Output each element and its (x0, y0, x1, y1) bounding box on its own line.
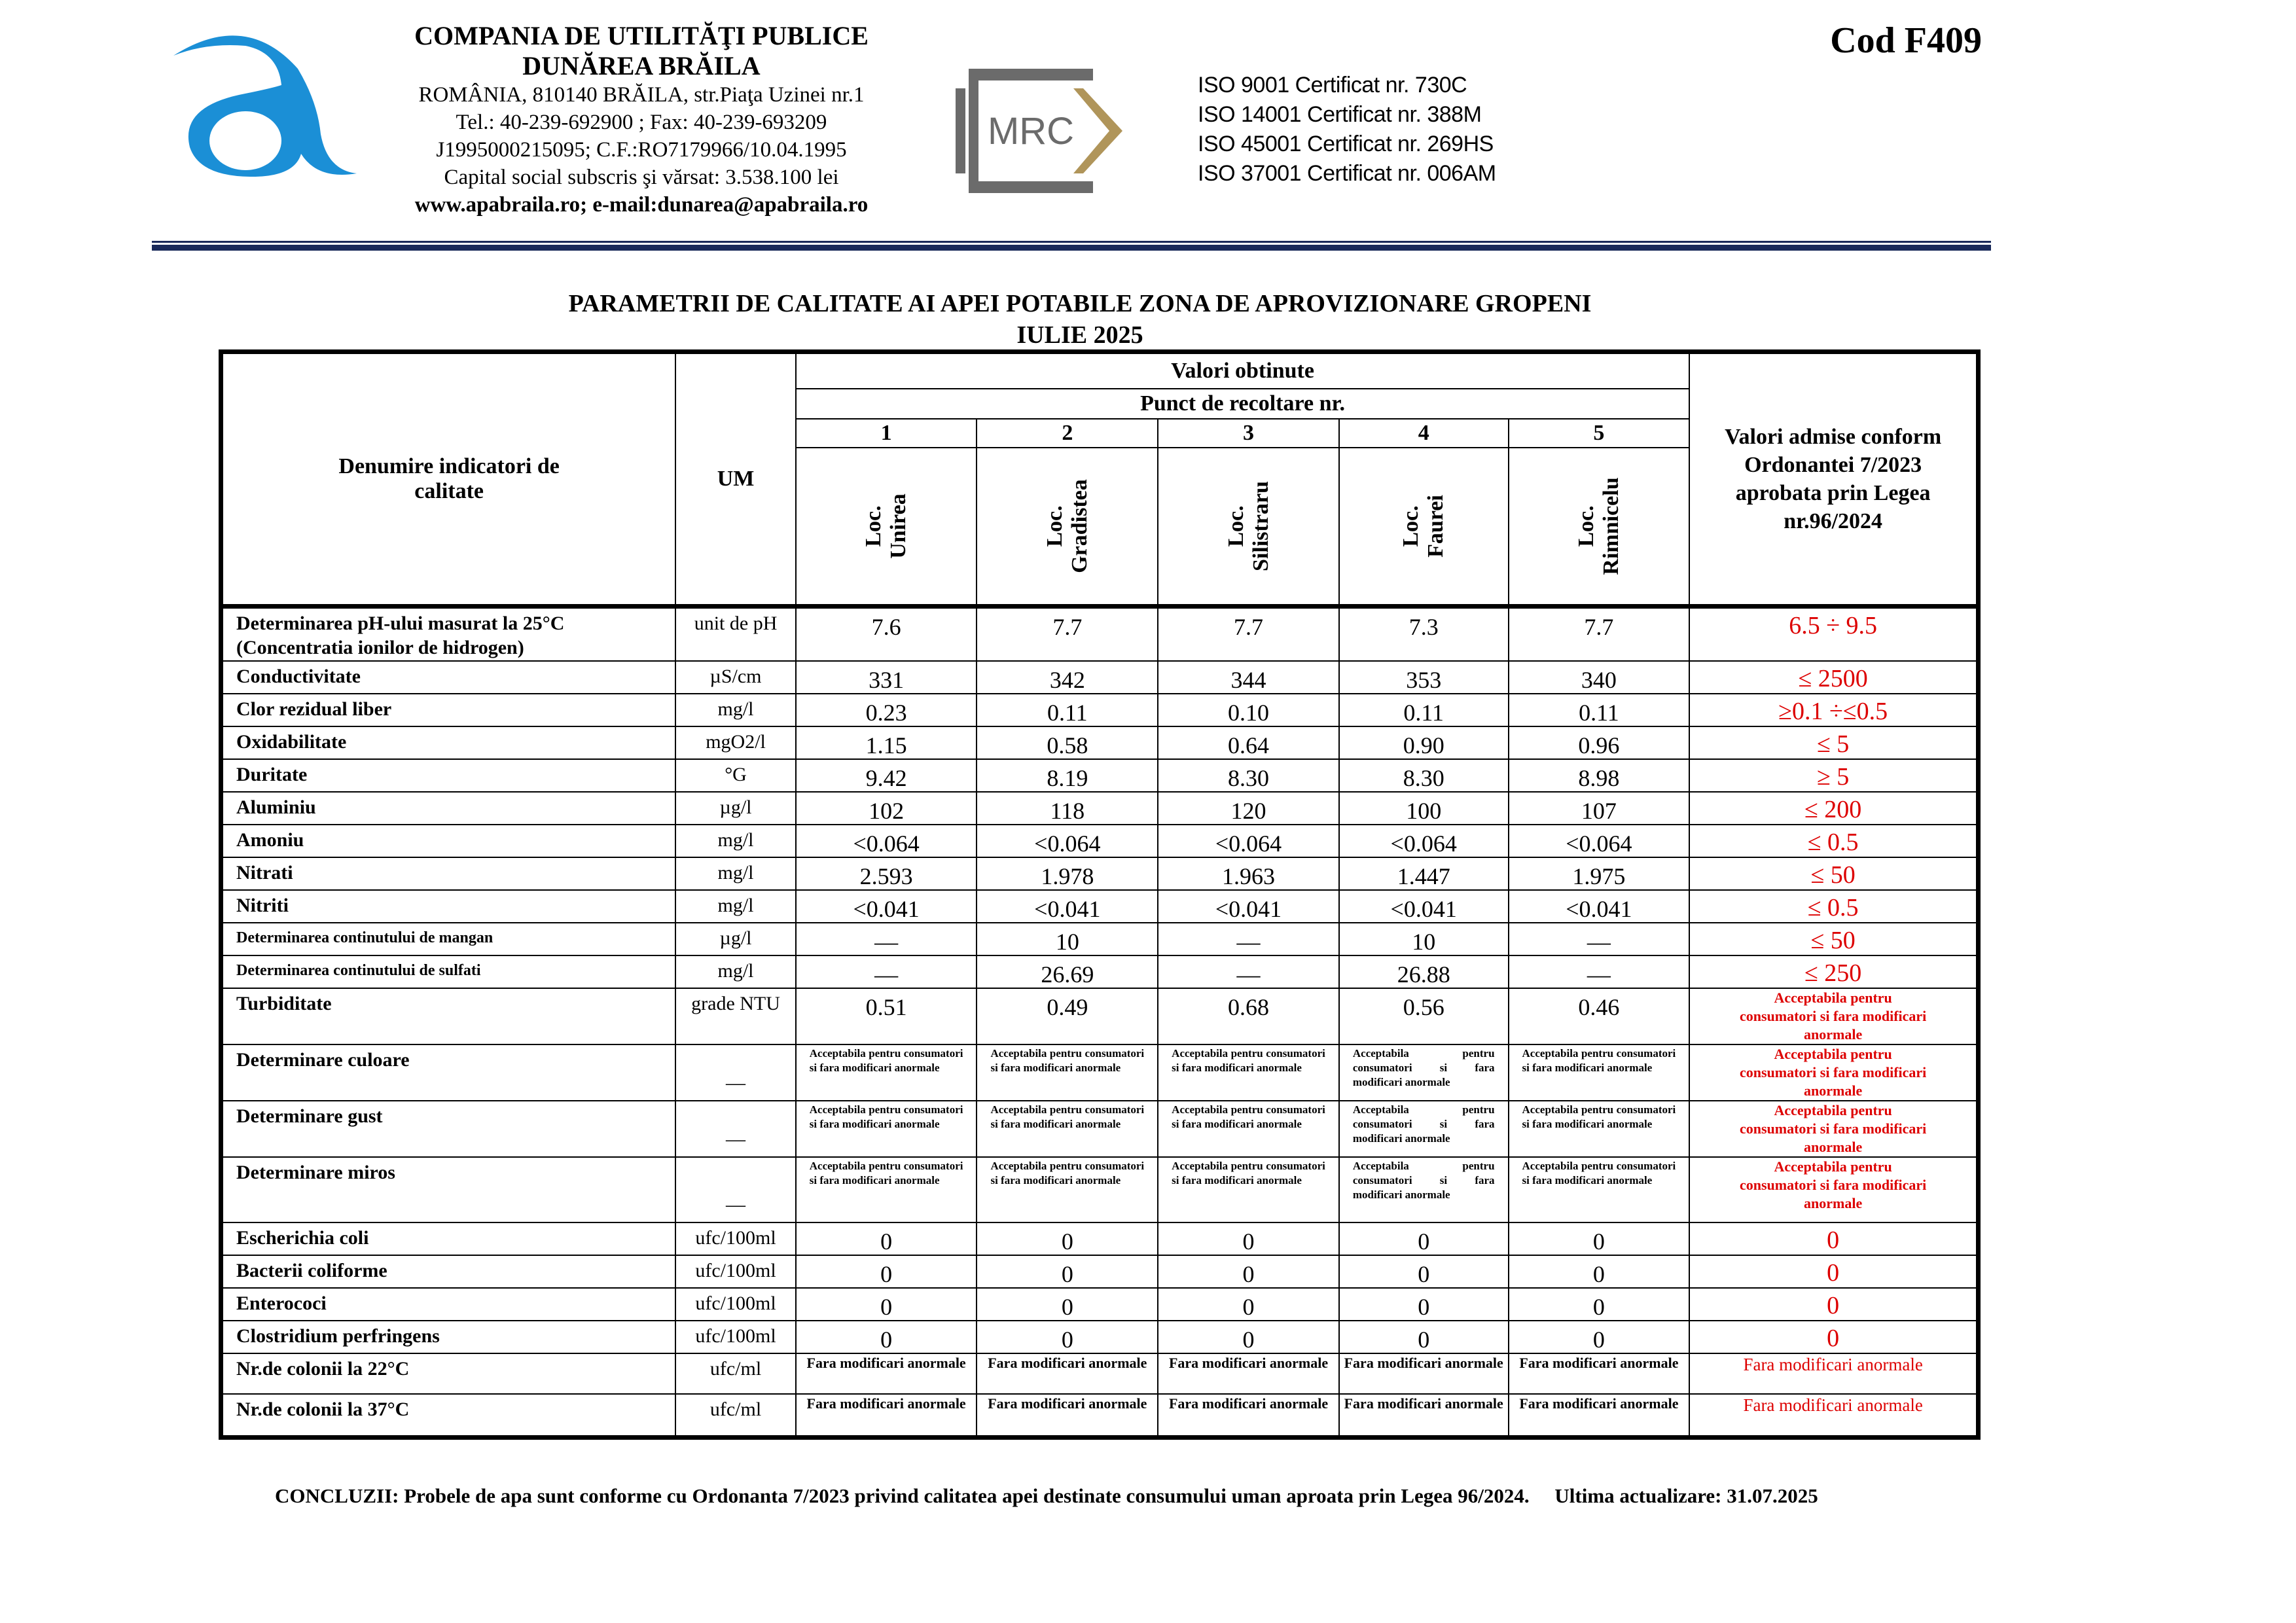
unit: ufc/ml (675, 1353, 795, 1394)
value-cell: 1.978 (977, 857, 1158, 890)
unit: °G (675, 759, 795, 792)
admitted-value: Acceptabila pentru consumatori si fara modificari anormale (1689, 1044, 1978, 1101)
value-cell: 0 (1339, 1255, 1509, 1288)
qualitative-cell: Acceptabila pentru consumatori si fara modificari anormale (1509, 1157, 1690, 1222)
qualitative-cell: Acceptabila pentru consumatori si fara modificari anormale (977, 1157, 1158, 1222)
company-info (367, 21, 916, 219)
qualitative-cell: Acceptabila pentru consumatori si fara modificari anormale (1158, 1101, 1339, 1157)
value-cell: 0.23 (796, 694, 977, 726)
indicator-name: Conductivitate (221, 661, 676, 694)
admitted-value: Acceptabila pentru consumatori si fara modificari anormale (1689, 1101, 1978, 1157)
indicator-name: Determinare culoare (221, 1044, 676, 1101)
table-row (221, 1101, 1979, 1157)
table-row (221, 923, 1979, 955)
table-row (221, 1288, 1979, 1321)
loc-name: Faurei (1424, 494, 1448, 558)
indicator-name: Determinarea continutului de mangan (221, 923, 676, 955)
admitted-value: ≤ 0.5 (1689, 890, 1978, 923)
iso-certificates (1198, 71, 1496, 188)
fm-cell: Fara modificari anormale (1158, 1394, 1339, 1437)
admitted-value: 0 (1689, 1222, 1978, 1255)
value-cell: 0 (1158, 1222, 1339, 1255)
loc-name: Rimnicelu (1598, 476, 1623, 575)
value-cell: 0 (1158, 1288, 1339, 1321)
value-cell: 0.96 (1509, 726, 1690, 759)
table-row (221, 1222, 1979, 1255)
indicator-name: Nitriti (221, 890, 676, 923)
table-row (221, 792, 1979, 825)
qualitative-cell: Acceptabila pentru consumatori si fara modificari anormale (977, 1044, 1158, 1101)
value-cell: 0 (1339, 1222, 1509, 1255)
value-cell: 0 (1339, 1321, 1509, 1353)
value-cell: 0.90 (1339, 726, 1509, 759)
header-point: Punct de recoltare nr. (796, 389, 1690, 419)
value-cell: 342 (977, 661, 1158, 694)
value-cell: — (796, 955, 977, 988)
table-row (221, 1394, 1979, 1437)
loc-prefix: Loc. (861, 505, 886, 547)
unit: mg/l (675, 825, 795, 857)
indicator-name: Escherichia coli (221, 1222, 676, 1255)
value-cell: 26.88 (1339, 955, 1509, 988)
unit: — (675, 1101, 795, 1157)
fm-cell: Fara modificari anormale (1509, 1353, 1690, 1394)
admitted-value: ≤ 5 (1689, 726, 1978, 759)
indicator-name: Enterococi (221, 1288, 676, 1321)
value-cell: 7.3 (1339, 606, 1509, 661)
value-cell: 0.10 (1158, 694, 1339, 726)
loc-prefix: Loc. (1223, 505, 1248, 547)
value-cell: — (1509, 923, 1690, 955)
value-cell: 0.49 (977, 988, 1158, 1044)
indicator-name: Nitrati (221, 857, 676, 890)
unit: mg/l (675, 694, 795, 726)
admitted-value: Acceptabila pentru consumatori si fara modificari anormale (1689, 1157, 1978, 1222)
value-cell: 0.58 (977, 726, 1158, 759)
admitted-value: ≤ 2500 (1689, 661, 1978, 694)
company-web[interactable]: www.apabraila.ro; e-mail:dunarea@apabraila.ro (414, 193, 869, 217)
unit: ufc/100ml (675, 1321, 795, 1353)
header-values: Valori obtinute (796, 352, 1690, 389)
value-cell: 331 (796, 661, 977, 694)
table-row (221, 857, 1979, 890)
fm-cell: Fara modificari anormale (796, 1394, 977, 1437)
point-number: 2 (977, 419, 1158, 448)
iso-line: ISO 45001 Certificat nr. 269HS (1198, 132, 1494, 156)
header-rule (152, 241, 1991, 243)
value-cell: 8.30 (1339, 759, 1509, 792)
value-cell: 100 (1339, 792, 1509, 825)
title-line-2: IULIE 2025 (1016, 321, 1143, 349)
value-cell: 2.593 (796, 857, 977, 890)
indicator-name: Determinarea pH-ului masurat la 25°C (Concentratia ionilor de hidrogen) (221, 606, 676, 661)
company-address: ROMÂNIA, 810140 BRĂILA, str.Piaţa Uzinei nr.1 (418, 83, 865, 107)
value-cell: 7.6 (796, 606, 977, 661)
table-row (221, 1157, 1979, 1222)
company-name-1: COMPANIA DE UTILITĂŢI PUBLICE (414, 21, 869, 50)
value-cell: 107 (1509, 792, 1690, 825)
fm-cell: Fara modificari anormale (1158, 1353, 1339, 1394)
value-cell: 120 (1158, 792, 1339, 825)
value-cell: 0 (977, 1288, 1158, 1321)
value-cell: 102 (796, 792, 977, 825)
qualitative-cell: Acceptabila pentru consumatori si fara modificari anormale (977, 1101, 1158, 1157)
unit: unit de pH (675, 606, 795, 661)
value-cell: 0 (796, 1321, 977, 1353)
unit: mgO2/l (675, 726, 795, 759)
value-cell: 0 (977, 1255, 1158, 1288)
value-cell: 0 (977, 1222, 1158, 1255)
value-cell: 8.98 (1509, 759, 1690, 792)
indicator-name: Aluminiu (221, 792, 676, 825)
fm-cell: Fara modificari anormale (796, 1353, 977, 1394)
iso-line: ISO 37001 Certificat nr. 006AM (1198, 161, 1496, 186)
point-number: 3 (1158, 419, 1339, 448)
table-row (221, 1353, 1979, 1394)
unit: ufc/100ml (675, 1255, 795, 1288)
point-location (1509, 448, 1690, 607)
value-cell: — (796, 923, 977, 955)
admitted-value: ≥0.1 ÷≤0.5 (1689, 694, 1978, 726)
value-cell: — (1509, 955, 1690, 988)
table-row (221, 955, 1979, 988)
value-cell: 1.975 (1509, 857, 1690, 890)
header-um: UM (675, 352, 795, 607)
value-cell: <0.064 (977, 825, 1158, 857)
qualitative-cell: Acceptabila pentru consumatori si fara modificari anormale (1158, 1157, 1339, 1222)
admitted-value: 0 (1689, 1288, 1978, 1321)
value-cell: <0.041 (796, 890, 977, 923)
admitted-value: ≤ 200 (1689, 792, 1978, 825)
unit: mg/l (675, 890, 795, 923)
header-indicator: Denumire indicatori de calitate (221, 352, 676, 607)
admitted-value: ≤ 250 (1689, 955, 1978, 988)
value-cell: 0.11 (1509, 694, 1690, 726)
admitted-value: 0 (1689, 1321, 1978, 1353)
value-cell: 0 (796, 1288, 977, 1321)
last-update: Ultima actualizare: 31.07.2025 (1554, 1484, 1818, 1507)
form-code: Cod F409 (1830, 20, 1982, 61)
company-capital: Capital social subscris şi vărsat: 3.538.100 lei (444, 166, 839, 189)
qualitative-cell: Acceptabila pentru consumatori si fara modificari anormale (796, 1157, 977, 1222)
fm-cell: Fara modificari anormale (977, 1353, 1158, 1394)
company-logo (147, 16, 357, 180)
unit: mg/l (675, 955, 795, 988)
value-cell: 0.51 (796, 988, 977, 1044)
value-cell: 0.64 (1158, 726, 1339, 759)
loc-name: Unirea (886, 493, 911, 559)
qualitative-cell: Acceptabila pentru consumatori si fara modificari anormale (1509, 1101, 1690, 1157)
value-cell: 9.42 (796, 759, 977, 792)
fm-cell: Fara modificari anormale (977, 1394, 1158, 1437)
unit: µg/l (675, 923, 795, 955)
indicator-name: Determinarea continutului de sulfati (221, 955, 676, 988)
quality-table-wrapper (219, 349, 1981, 1440)
indicator-name: Turbiditate (221, 988, 676, 1044)
value-cell: 0 (796, 1255, 977, 1288)
value-cell: <0.064 (796, 825, 977, 857)
indicator-name: Clor rezidual liber (221, 694, 676, 726)
qualitative-cell: Acceptabila pentru consumatori si fara modificari anormale (1339, 1157, 1509, 1222)
value-cell: 0 (1158, 1255, 1339, 1288)
value-cell: 7.7 (977, 606, 1158, 661)
table-row (221, 661, 1979, 694)
value-cell: 8.19 (977, 759, 1158, 792)
admitted-value: ≥ 5 (1689, 759, 1978, 792)
unit: mg/l (675, 857, 795, 890)
value-cell: 10 (1339, 923, 1509, 955)
value-cell: 26.69 (977, 955, 1158, 988)
qualitative-cell: Acceptabila pentru consumatori si fara modificari anormale (1339, 1044, 1509, 1101)
point-location (1339, 448, 1509, 607)
unit: ufc/100ml (675, 1288, 795, 1321)
value-cell: <0.041 (1509, 890, 1690, 923)
admitted-value: 6.5 ÷ 9.5 (1689, 606, 1978, 661)
value-cell: 0 (1509, 1255, 1690, 1288)
header-admitted: Valori admise conform Ordonantei 7/2023 aprobata prin Legea nr.96/2024 (1689, 352, 1978, 607)
mrc-text: MRC (987, 110, 1075, 152)
admitted-value: ≤ 50 (1689, 923, 1978, 955)
value-cell: <0.041 (977, 890, 1158, 923)
fm-cell: Fara modificari anormale (1339, 1394, 1509, 1437)
fm-cell: Fara modificari anormale (1509, 1394, 1690, 1437)
qualitative-cell: Acceptabila pentru consumatori si fara modificari anormale (1509, 1044, 1690, 1101)
unit: ufc/ml (675, 1394, 795, 1437)
value-cell: — (1158, 955, 1339, 988)
value-cell: 0.11 (1339, 694, 1509, 726)
value-cell: 0 (1509, 1222, 1690, 1255)
iso-line: ISO 14001 Certificat nr. 388M (1198, 102, 1482, 127)
value-cell: 118 (977, 792, 1158, 825)
value-cell: 0.68 (1158, 988, 1339, 1044)
loc-prefix: Loc. (1042, 505, 1067, 547)
unit: — (675, 1157, 795, 1222)
header-rule (152, 245, 1991, 251)
table-row (221, 1255, 1979, 1288)
value-cell: 353 (1339, 661, 1509, 694)
unit: µS/cm (675, 661, 795, 694)
value-cell: 7.7 (1509, 606, 1690, 661)
indicator-name: Clostridium perfringens (221, 1321, 676, 1353)
admitted-value: Fara modificari anormale (1689, 1353, 1978, 1394)
indicator-name: Nr.de colonii la 37°C (221, 1394, 676, 1437)
admitted-value: Fara modificari anormale (1689, 1394, 1978, 1437)
mrc-logo (942, 62, 1126, 200)
unit: grade NTU (675, 988, 795, 1044)
conclusion-text: CONCLUZII: Probele de apa sunt conforme cu Ordonanta 7/2023 privind calitatea apei destinate consumului uman aproata prin Legea 96/2024. (275, 1484, 1530, 1507)
indicator-name: Duritate (221, 759, 676, 792)
indicator-name: Determinare miros (221, 1157, 676, 1222)
qualitative-cell: Acceptabila pentru consumatori si fara modificari anormale (1158, 1044, 1339, 1101)
value-cell: 10 (977, 923, 1158, 955)
loc-prefix: Loc. (1573, 505, 1598, 547)
value-cell: 0.46 (1509, 988, 1690, 1044)
indicator-name: Bacterii coliforme (221, 1255, 676, 1288)
table-row (221, 988, 1979, 1044)
table-row (221, 890, 1979, 923)
point-location (796, 448, 977, 607)
value-cell: — (1158, 923, 1339, 955)
table-row (221, 606, 1979, 661)
value-cell: <0.041 (1339, 890, 1509, 923)
value-cell: 7.7 (1158, 606, 1339, 661)
title-line-1: PARAMETRII DE CALITATE AI APEI POTABILE ZONA DE APROVIZIONARE GROPENI (568, 290, 1592, 317)
value-cell: 0 (796, 1222, 977, 1255)
table-row (221, 1321, 1979, 1353)
unit: ufc/100ml (675, 1222, 795, 1255)
indicator-name: Oxidabilitate (221, 726, 676, 759)
page-title (0, 288, 2160, 351)
loc-name: Silistraru (1248, 480, 1273, 571)
point-number: 1 (796, 419, 977, 448)
indicator-name: Nr.de colonii la 22°C (221, 1353, 676, 1394)
value-cell: <0.064 (1509, 825, 1690, 857)
unit: µg/l (675, 792, 795, 825)
indicator-name: Determinare gust (221, 1101, 676, 1157)
indicator-name: Amoniu (221, 825, 676, 857)
value-cell: 0 (1509, 1288, 1690, 1321)
conclusion (275, 1484, 1818, 1508)
value-cell: 0 (1158, 1321, 1339, 1353)
value-cell: <0.064 (1158, 825, 1339, 857)
value-cell: 0 (977, 1321, 1158, 1353)
value-cell: 0.11 (977, 694, 1158, 726)
value-cell: <0.041 (1158, 890, 1339, 923)
value-cell: 1.447 (1339, 857, 1509, 890)
point-location (1158, 448, 1339, 607)
point-location (977, 448, 1158, 607)
qualitative-cell: Acceptabila pentru consumatori si fara modificari anormale (796, 1101, 977, 1157)
value-cell: 8.30 (1158, 759, 1339, 792)
fm-cell: Fara modificari anormale (1339, 1353, 1509, 1394)
value-cell: 0 (1509, 1321, 1690, 1353)
table-row (221, 726, 1979, 759)
admitted-value: ≤ 0.5 (1689, 825, 1978, 857)
unit: — (675, 1044, 795, 1101)
value-cell: 0 (1339, 1288, 1509, 1321)
value-cell: <0.064 (1339, 825, 1509, 857)
loc-name: Gradistea (1067, 478, 1092, 573)
value-cell: 1.15 (796, 726, 977, 759)
admitted-value: ≤ 50 (1689, 857, 1978, 890)
value-cell: 0.56 (1339, 988, 1509, 1044)
company-registry: J1995000215095; C.F.:RO7179966/10.04.1995 (436, 138, 847, 162)
company-phone: Tel.: 40-239-692900 ; Fax: 40-239-693209 (456, 111, 827, 134)
point-number: 4 (1339, 419, 1509, 448)
table-row (221, 759, 1979, 792)
admitted-value: 0 (1689, 1255, 1978, 1288)
admitted-value: Acceptabila pentru consumatori si fara modificari anormale (1689, 988, 1978, 1044)
table-row (221, 694, 1979, 726)
quality-table (219, 349, 1981, 1440)
value-cell: 1.963 (1158, 857, 1339, 890)
loc-prefix: Loc. (1399, 505, 1424, 547)
company-name-2: DUNĂREA BRĂILA (522, 51, 761, 80)
qualitative-cell: Acceptabila pentru consumatori si fara modificari anormale (1339, 1101, 1509, 1157)
table-row (221, 825, 1979, 857)
table-row (221, 1044, 1979, 1101)
qualitative-cell: Acceptabila pentru consumatori si fara modificari anormale (796, 1044, 977, 1101)
iso-line: ISO 9001 Certificat nr. 730C (1198, 73, 1467, 98)
value-cell: 344 (1158, 661, 1339, 694)
point-number: 5 (1509, 419, 1690, 448)
value-cell: 340 (1509, 661, 1690, 694)
